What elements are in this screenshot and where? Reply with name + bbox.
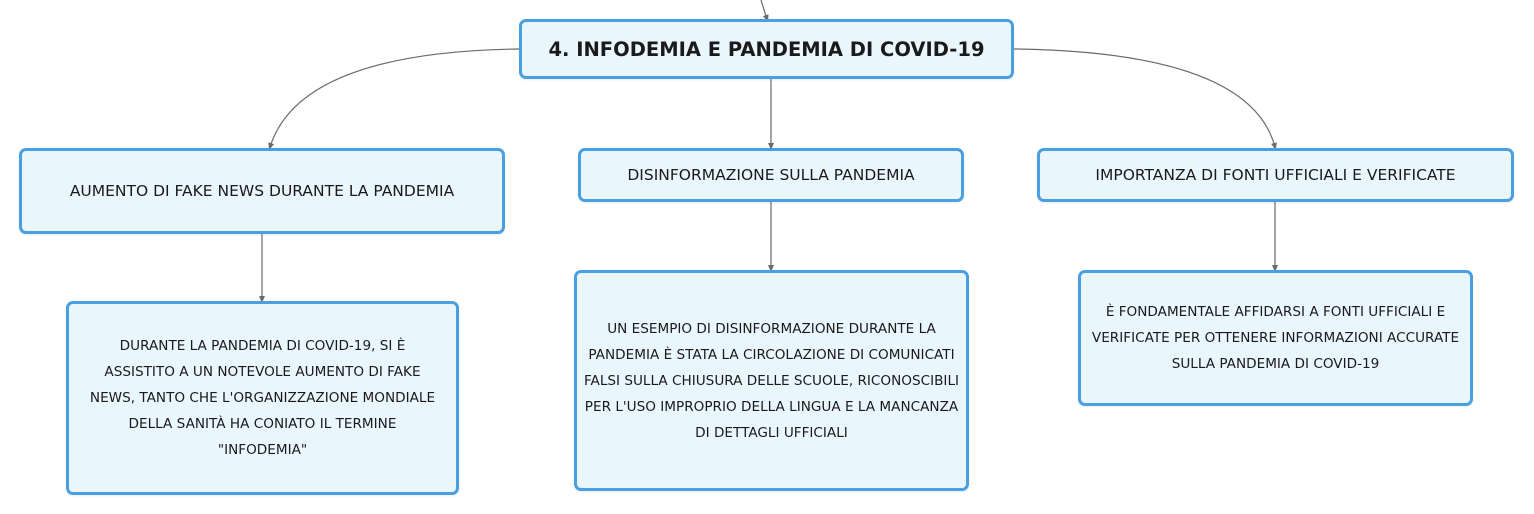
connector-root-to-branch-1: [270, 49, 519, 147]
root-node[interactable]: [519, 19, 1014, 79]
branch-node-disinformazione[interactable]: [578, 148, 964, 202]
detail-node-text: DURANTE LA PANDEMIA DI COVID-19, SI È ASSISTITO A UN NOTEVOLE AUMENTO DI FAKE NEWS, TANTO CHE L'ORGANIZZAZIONE MONDIALE DELLA SANITÀ HA CONIATO IL TERMINE "INFODEMIA": [89, 338, 436, 458]
detail-node-fonti-ufficiali[interactable]: [1078, 270, 1473, 406]
root-node-label: 4. INFODEMIA E PANDEMIA DI COVID-19: [548, 37, 985, 61]
connector-root-to-branch-3: [1014, 49, 1275, 147]
branch-node-label: AUMENTO DI FAKE NEWS DURANTE LA PANDEMIA: [69, 182, 455, 200]
branch-node-label: DISINFORMAZIONE SULLA PANDEMIA: [627, 166, 915, 184]
detail-node-disinformazione[interactable]: [574, 270, 969, 491]
branch-node-fake-news[interactable]: [19, 148, 505, 234]
detail-node-text: È FONDAMENTALE AFFIDARSI A FONTI UFFICIALI E VERIFICATE PER OTTENERE INFORMAZIONI ACCURATE SULLA PANDEMIA DI COVID-19: [1091, 304, 1460, 372]
detail-node-fake-news[interactable]: [66, 301, 459, 495]
detail-node-text: UN ESEMPIO DI DISINFORMAZIONE DURANTE LA PANDEMIA È STATA LA CIRCOLAZIONE DI COMUNICATI FALSI SULLA CHIUSURA DELLE SCUOLE, RICONOSCIBILI PER L'USO IMPROPRIO DELLA LINGUA E LA MANCANZA DI DETTAGLI UFFICIALI: [583, 320, 960, 441]
branch-node-fonti-ufficiali[interactable]: [1037, 148, 1514, 202]
branch-node-label: IMPORTANZA DI FONTI UFFICIALI E VERIFICATE: [1095, 166, 1456, 184]
parent-connector: [761, 0, 767, 19]
